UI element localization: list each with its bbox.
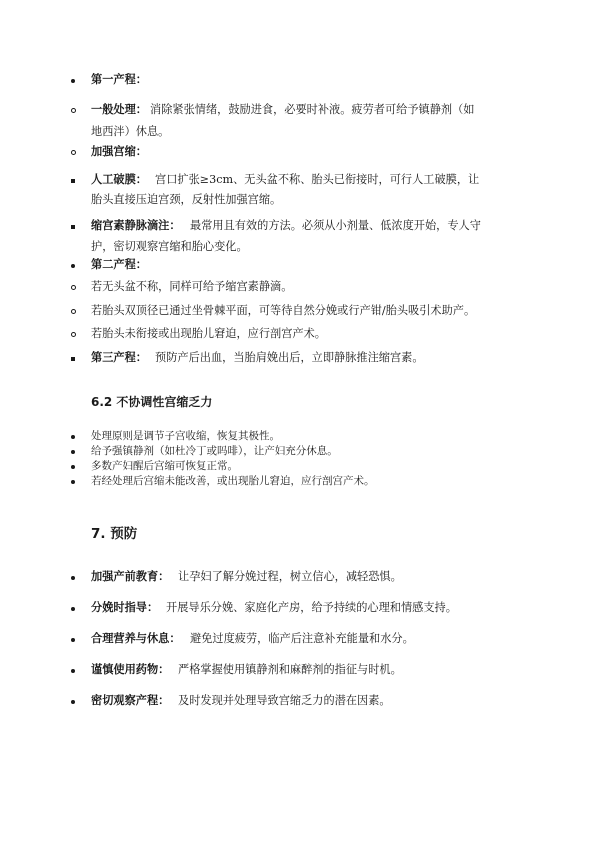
bullet-square-icon: [67, 173, 79, 187]
section62-item-text: 给予强镇静剂（如杜冷丁或吗啡），让产妇充分休息。: [91, 445, 338, 457]
bullet-circle-icon: [67, 327, 79, 341]
prevention-label: 加强产前教育：: [91, 570, 170, 583]
stage2-item-text: 若胎头双顶径已通过坐骨棘平面，可等待自然分娩或行产钳/胎头吸引术助产。: [91, 304, 476, 317]
bullet-circle-icon: [67, 304, 79, 318]
stage2-title: 第二产程：: [91, 258, 147, 271]
prevention-text: 及时发现并处理导致宫缩乏力的潜在因素。: [178, 694, 391, 707]
bullet-square-icon: [67, 351, 79, 365]
oxytocin-label: 缩宫素静脉滴注：: [91, 219, 181, 232]
bullet-circle-icon: [67, 280, 79, 294]
bullet-dot-icon: [67, 663, 79, 677]
stage2-item-text: 若无头盆不称，同样可给予缩宫素静滴。: [91, 280, 293, 293]
prevention-text: 开展导乐分娩、家庭化产房，给予持续的心理和情感支持。: [166, 601, 457, 614]
strengthen-contraction-label: 加强宫缩：: [91, 145, 147, 158]
stage3-title: 第三产程：: [91, 351, 147, 364]
general-treatment-text: 消除紧张情绪，鼓励进食，必要时补液。疲劳者可给予镇静剂（如: [150, 103, 475, 116]
bullet-square-icon: [67, 219, 79, 233]
bullet-dot-icon: [67, 430, 79, 443]
section-heading-7: 7. 预防: [91, 526, 138, 542]
stage1-title: 第一产程：: [91, 73, 147, 86]
prevention-text: 避免过度疲劳，临产后注意补充能量和水分。: [190, 632, 414, 645]
oxytocin-text: 最常用且有效的方法。必须从小剂量、低浓度开始，专人守: [190, 219, 481, 232]
bullet-circle-icon: [67, 145, 79, 159]
section62-item-text: 若经处理后宫缩未能改善，或出现胎儿窘迫，应行剖宫产术。: [91, 475, 375, 487]
bullet-dot-icon: [67, 570, 79, 584]
prevention-text: 让孕妇了解分娩过程，树立信心，减轻恐惧。: [178, 570, 402, 583]
bullet-dot-icon: [67, 460, 79, 473]
bullet-dot-icon: [67, 258, 79, 272]
bullet-dot-icon: [67, 601, 79, 615]
amniotomy-label: 人工破膜：: [91, 173, 147, 186]
amniotomy-text: 宫口扩张≥3cm、无头盆不称、胎头已衔接时，可行人工破膜，让: [155, 173, 480, 186]
prevention-text: 严格掌握使用镇静剂和麻醉剂的指征与时机。: [178, 663, 402, 676]
prevention-label: 密切观察产程：: [91, 694, 170, 707]
prevention-label: 谨慎使用药物：: [91, 663, 170, 676]
prevention-label: 合理营养与休息：: [91, 632, 181, 645]
section62-item-text: 处理原则是调节子宫收缩，恢复其极性。: [91, 430, 280, 442]
bullet-dot-icon: [67, 73, 79, 87]
general-treatment-label: 一般处理：: [91, 103, 147, 116]
bullet-dot-icon: [67, 475, 79, 488]
amniotomy-text-cont: 胎头直接压迫宫颈，反射性加强宫缩。: [91, 193, 282, 206]
section-heading-6-2: 6.2 不协调性宫缩乏力: [91, 395, 213, 409]
stage3-text: 预防产后出血，当胎肩娩出后，立即静脉推注缩宫素。: [155, 351, 424, 364]
bullet-dot-icon: [67, 632, 79, 646]
bullet-dot-icon: [67, 445, 79, 458]
general-treatment-text-cont: 地西泮）休息。: [91, 125, 170, 138]
bullet-circle-icon: [67, 103, 79, 117]
oxytocin-text-cont: 护，密切观察宫缩和胎心变化。: [91, 240, 248, 253]
stage2-item-text: 若胎头未衔接或出现胎儿窘迫，应行剖宫产术。: [91, 327, 326, 340]
prevention-label: 分娩时指导：: [91, 601, 159, 614]
bullet-dot-icon: [67, 694, 79, 708]
section62-item-text: 多数产妇醒后宫缩可恢复正常。: [91, 460, 238, 472]
